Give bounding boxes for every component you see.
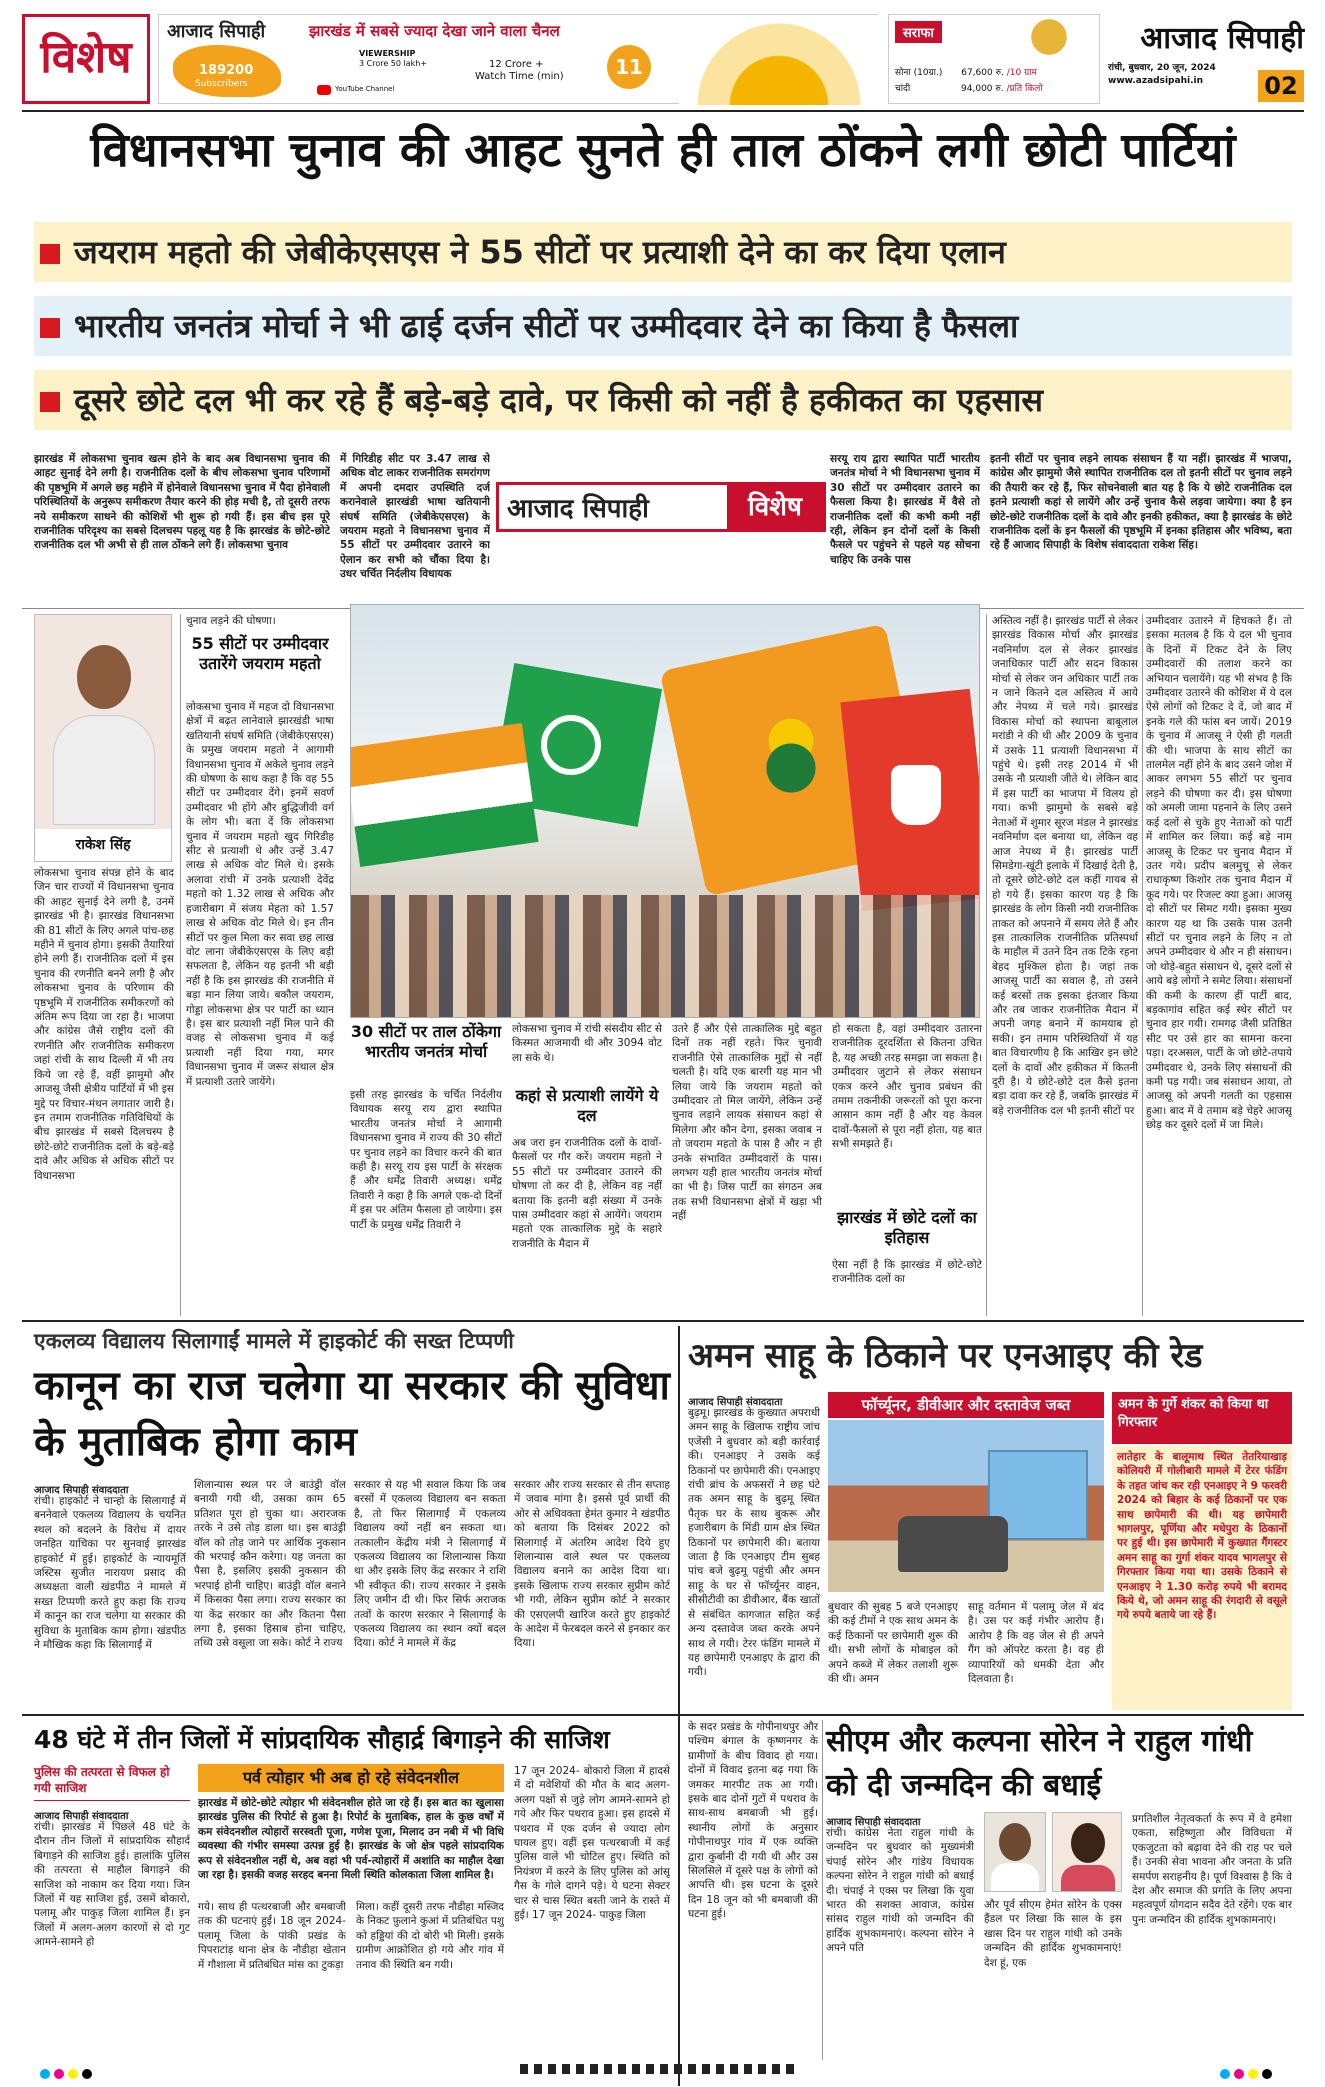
- bday-col2: और पूर्व सीएम हेमंत सोरेन के एक्स हैंडल पर लिखा कि साल के इस खास दिन पर राहुल गांधी को उनके जन्मदिन की हार्दिक शुभकामनाएं! देश हूं, एक: [984, 1899, 1122, 1969]
- suv-icon: [898, 1516, 1008, 1572]
- kalpana-photo: [1052, 1812, 1122, 1892]
- brand-section: विशेष: [727, 485, 823, 529]
- person-body-icon: [991, 1863, 1039, 1891]
- deck-3: [34, 370, 1292, 430]
- nia-col1: बुढ़मू। झारखंड के कुख्यात अपराधी अमन साहू के खिलाफ राष्ट्रीय जांच एजेंसी ने बुधवार को बड़ी कार्रवाई की। एनआइए ने उसके कई ठिकानों पर छापेमारी की। एनआइए रांची ब्रांच के अफसरों ने छह घंटे तक अमन साहू के बुढ़मू स्थित पैतृक घर के साथ बुकरू और हजारीबाग के मिंडी ग्राम क्षेत्र स्थित ठिकानों पर छापेमारी की। बताया जाता है कि एनआइए टीम सुबह पांच बजे बुढ़मू पहुंची और अमन साहू के घर से फॉर्च्यूनर वाहन, सीसीटीवी का डीवीआर, बैंक खातों से संबंधित कागजात सहित कई अन्य दस्तावेज जब्त करके अपने साथ ले गयी। टेरर फंडिंग मामले में यह छापेमारी एनआइए के द्वारा की गयी।: [688, 1407, 820, 1679]
- hc-col2: शिलान्यास स्थल पर जे बाउंड्री वॉल बनायी गयी थी, उसका काम 65 प्रतिशत पूरा हो चुका था। अरारजक तरके ने उसे तोड़ डाला था। इस बाउंड्री वॉल को तोड़ जाने पर आर्थिक नुकसान की भरपाई कौन करेगा। यह जनता का पैसा है, इसलिए इसकी नुकसान की भरपाई होनी चाहिए। बाउंड्री वॉल बनाने में किसका पैसा लगा। राज्य सरकार का या केंद्र सरकार का और कितना पैसा लगा है, इसका हिसाब होना चाहिए, तथ्यि उसे वसूला जा सके। कोर्ट ने राज्य: [194, 1479, 346, 1650]
- paper-nameplate: आजाद सिपाही: [1140, 21, 1304, 56]
- lead-col3: इसी तरह झारखंड के चर्चित निर्दलीय विधायक सरयू राय द्वारा स्थापित भारतीय जनतंत्र मोर्चा ने आगामी विधानसभा चुनाव में राज्य की 30 सीटों पर चुनाव लड़ने का विचार करने की बात कही है। सरयू राय इस पार्टी के संरक्षक हैं और धर्मेंद्र तिवारी अध्यक्ष। धर्मेंद्र तिवारी ने कहा है कि अगले एक-दो दिनों में इस पर अंतिम फैसला हो जायेगा। इस पार्टी के प्रमुख धर्मेंद्र तिवारी ने: [350, 1089, 502, 1231]
- bday-col1: रांची। कांग्रेस नेता राहुल गांधी के जन्मदिन पर बुधवार को मुख्यमंत्री चंपाई सोरेन और गांडेय विधायक कल्पना सोरेन ने राहुल गांधी को बधाई दी। चंपाई ने एक्स पर लिखा कि युवा भारत की सशक्त आवाज, कांग्रेस सांसद राहुल गांधी को जन्मदिन की हार्दिक शुभकामनाएं। कल्पना सोरेन ने अपने पति: [826, 1827, 974, 1955]
- lead-col7: अस्तित्व नहीं है। झारखंड पार्टी से लेकर झारखंड विकास मोर्चा और झारखंड नवनिर्माण दल से लेकर झारखंड जनाधिकार पार्टी और सदन विकास मोर्चा से लेकर जन अधिकार पार्टी तक न जाने कितने दल अस्तित्व में आये और नेपथ्य में चले गये। झारखंड विकास मोर्चा को स्थापना बाबूलाल मरांडी ने की थी और 2009 के चुनाव में उसके 11 प्रत्याशी विधानसभा में पहुंचे थे। इसी तरह 2014 में भी उसके नौ प्रत्याशी जीते थे। लेकिन बाद में इस पार्टी का भाजपा में विलय हो गया। कभी झामुमो के सबसे बड़े नेताओं में शुमार सूरज मंडल ने झारखंड नवनिर्माण दल बनाया था, लेकिन वह आज नेपथ्य में है। झारखंड पार्टी सिमडेगा-खूंटी इलाके में दिखाई देती है, तो दूसरे छोटे-छोटे दल कहीं गायब से हो गये हैं। इसका कारण यह है कि झारखंड के लोग किसी नयी राजनीतिक ताकत को अपनाने में समय लेते हैं और इस तात्कालिक राजनीतिक प्रतिस्पर्धा के माहौल में उतने दिन तक टिके रहना बेहद मुश्किल होता है। जहां तक आजसू पार्टी का सवाल है, तो उसने कई बरसों तक इसका इंतजार किया और तब जाकर राजनीतिक मैदान में अपनी जगह बनाने में कामयाब हो सकी। इन तमाम परिस्थितियों में यह बात विचारणीय है कि आखिर इन छोटे दलों के दावों और हकीकत में कितनी दूरी है। ये छोटे-छोटे दल कैसे इतना बड़ा दावा कर रहे हैं, जबकि झारखंड में बड़े राजनीतिक दल भी इतनी सीटों पर: [992, 615, 1138, 1117]
- lotus-icon: [741, 705, 841, 795]
- section-rule: [22, 1714, 1304, 1716]
- masthead: [22, 14, 1304, 106]
- lead-col4b: अब जरा इन राजनीतिक दलों के दावों-फैसलों पर गौर करें। जयराम महतो ने 55 सीटों पर उम्मीदवार उतारने की घोषणा तो कर दी है, लेकिन वह नहीं बताया कि इतनी बड़ी संख्या में उनके पास उम्मीदवार कहां से आयेंगे। जयराम महतो एक तात्कालिक मुद्दे के सहारे राजनीति के मैदान में: [512, 1137, 662, 1250]
- person-head-icon: [77, 645, 131, 709]
- section-title: विशेष: [40, 32, 132, 83]
- hc-byline: आजाद सिपाही संवाददाता: [34, 1485, 129, 1496]
- page-number: 02: [1258, 70, 1304, 102]
- deck-3-text: दूसरे छोटे दल भी कर रहे हैं बड़े-बड़े दावे, पर किसी को नहीं है हकीकत का एहसास: [74, 381, 1044, 419]
- website: www.azadsipahi.in: [1108, 76, 1203, 86]
- hand-icon: [891, 765, 941, 825]
- pen-nib-icon: [679, 15, 879, 105]
- masthead-rule: [22, 110, 1304, 112]
- subscriber-count: 189200: [199, 63, 254, 78]
- date-line: रांची, बुधवार, 20 जून, 2024: [1108, 63, 1216, 73]
- hc-headline: कानून का राज चलेगा या सरकार की सुविधा के मुताबिक होगा काम: [34, 1363, 670, 1465]
- lead-col4: लोकसभा चुनाव में रांची संसदीय सीट से किस्मत आजमायी थी और 3094 वोट ला सके थे।: [512, 1023, 662, 1064]
- registration-marks: [40, 2064, 130, 2078]
- nia-byline: आजाद सिपाही संवाददाता: [688, 1397, 783, 1408]
- sarafa-row-silver: [895, 81, 1095, 94]
- lead-col8: उम्मीदवार उतारने में हिचकते हैं। तो इसका मतलब है कि ये दल भी चुनाव के दिनों में टिकट देने के लिए उम्मीदवारों की तलाश करने का अभियान चलायेंगे। यह भी संभव है कि उम्मीदवार उतारने की कोशिश में ये दल ऐसे लोगों को टिकट दे दें, जो बाद में इनके गले की फांस बन जायें। 2019 के चुनाव में आजसू ने ऐसी ही गलती की थी। भाजपा के साथ सीटों का तालमेल नहीं होने के बाद उसने जोश में आकर लगभग 55 सीटों पर चुनाव लड़ने की घोषणा कर दी। इस घोषणा को अमली जामा पहनाने के लिए उसने कई दलों से चुके हुए नेताओं को पार्टी में शामिल कर लिया। कई बड़े नाम आजसू के टिकट पर चुनाव मैदान में उतर गये। प्रदीप बलमुचू से लेकर राधाकृष्ण किशोर तक चुनाव मैदान में कूद गये। पर रिजल्ट क्या हुआ। आजसू दो सीटों पर सिमट गयी। इसका मुख्य कारण यह था कि उसके पास उतनी सीटों पर चुनाव लड़ने के लिए न तो अपने उम्मीदवार थे और न ही संसाधन। जो थोड़े-बहुत संसाधन थे, दूसरे दलों से आये बड़े लोगों ने समेट लिया। संसाधनों की कमी के कारण हीं पार्टी बाद, बड़कागांव सहित कई स्थेर सीटों पर चुनाव हार गयी। रामगढ़ जैसी प्रतिष्ठित सीट पर उसे हार का सामना करना पड़ा। दरअसल, पार्टी के जो छोटे-तपाये उम्मीदवार थे, उनके लिए संसाधनों की कमी पड़ गयी। जब संसाधन आया, तो आजसू को अपनी गलती का एहसास हुआ। बाद में वे तमाम बड़े चेहरे आजसू छोड़ कर दूसरे दलों में जा मिले।: [1146, 615, 1292, 1132]
- riot-headline: 48 घंटे में तीन जिलों में सांप्रदायिक सौहार्द्र बिगाड़ने की साजिश: [34, 1725, 610, 1754]
- watch-time-value: 12 Crore +: [489, 59, 544, 70]
- sarafa-box: [888, 14, 1100, 104]
- registration-marks-right: [1220, 2064, 1310, 2078]
- rule: [180, 614, 181, 1316]
- lead-col1: लोकसभा चुनाव संपन्न होने के बाद जिन चार राज्यों में विधानसभा चुनाव की आहट सुनाई देने लगी है, उनमें झारखंड भी है। झारखंड विधानसभा की 81 सीटों के लिए अगले पांच-छह महीने में चुनाव होगा। इसकी तैयारियां होने लगी हैं। राजनीतिक दलों में इस चुनाव की रणनीति बनने लगी है और लोकसभा चुनाव के परिणाम की पृष्ठभूमि में राजनीतिक समीकरणों को अंतिम रूप दिया जा रहा है। भाजपा और कांग्रेस जैसे राष्ट्रीय दलों की रणनीति और राजनीतिक समीकरण जहां रांची के साथ दिल्ली में भी तय किये जा रहे हैं, वहीं झामुमो और आजसू जैसी क्षेत्रीय पार्टियों में भी इस मुद्दे पर विचार-मंथन लगातार जारी है। इन तमाम राजनीतिक गतिविधियों के बीच झारखंड में सबसे दिलचस्प है छोटे-छोटे राजनीतिक दलों के बड़े-बड़े दावे और अधिक से अधिक सीटों पर विधानसभा: [34, 867, 174, 1182]
- nia-photo: [828, 1420, 1104, 1592]
- gold-label: सोना (10ग्रा.): [895, 68, 943, 78]
- hc-col4: सरकार और राज्य सरकार से तीन सप्ताह में जवाब मांगा है। इससे पूर्व प्रार्थी की ओर से अधिवक्ता हेमंत कुमार ने खंडपीठ को बताया कि दिसंबर 2022 को सिलागाईं में अंतरिम आदेश दिये हुए शिलान्यास वाले स्थल पर एकलव्य विद्यालय बनाने का आदेश दिया था। इसके खिलाफ राज्य सरकार सुप्रीम कोर्ट भी गयी, लेकिन सुप्रीम कोर्ट ने सरकार की एसएलपी खारिज करते हुए हाइकोर्ट के आदेश में फेरबदल करने से इनकार कर दिया।: [514, 1479, 670, 1650]
- channel-ad: [158, 14, 878, 104]
- watch-time-label: Watch Time (min): [475, 71, 564, 82]
- lead-col5: उतरे हैं और ऐसे तात्कालिक मुद्दे बहुत दिनों तक नहीं रहते। फिर चुनावी राजनीति ऐसे तात्कालिक मुद्दों से नहीं चलती है। यदि एक बारगी यह मान भी लिया जाये कि जयराम महतो को उम्मीदवार तो मिल जायेंगे, लेकिन उन्हें चुनाव लड़ाने लायक संसाधन कहां से मिलेगा और कौन देगा, इसका जवाब न तो जयराम महतो के पास है और न ही उनके संभावित उम्मीदवारों के पास। लगभग यही हाल भारतीय जनतंत्र मोर्चा का भी है। जिस पार्टी का संगठन अब तक सभी विधानसभा क्षेत्रों में खड़ा भी नहीं: [672, 1023, 822, 1223]
- ad-tagline: झारखंड में सबसे ज्यादा देखा जाने वाला चैनल: [309, 22, 560, 40]
- sub-kahan: कहां से प्रत्याशी लायेंगे ये दल: [515, 1086, 659, 1125]
- champai-photo: [984, 1812, 1046, 1892]
- bullet-icon: [40, 392, 60, 412]
- registration-bar: [520, 2064, 800, 2074]
- nia-photo-banner: फॉर्च्यूनर, डीवीआर और दस्तावेज जब्त: [828, 1392, 1104, 1418]
- subscriber-label: Subscribers: [195, 79, 248, 89]
- person-head-icon: [1071, 1823, 1105, 1863]
- lead-col2-top: चुनाव लड़ने की घोषणा।: [186, 615, 276, 627]
- person-body-icon: [53, 715, 155, 825]
- riot-col1: रांची। झारखंड में पिछले 48 घंटे के दौरान तीन जिलों में सांप्रदायिक सौहार्द बिगाड़ने की साजिश हुई। हालांकि पुलिस की तत्परता से माहौल बिगाड़ने की साजिश को नाकाम कर दिया गया। जिन जिलों में यह साजिश हुई, उसमें बोकारो, पलामू और पाकुड़ जिला शामिल हैं। इन जिलों में अलग-अलग कारणों से दो गुट आमने-सामने हो: [34, 1821, 190, 1949]
- silver-unit: /प्रति किलो: [1006, 84, 1043, 94]
- anniversary-badge: [607, 45, 651, 89]
- bday-col3: प्रगतिशील नेतृत्वकर्ता के रूप में वे हमेशा एकता, सहिष्णुता और विविधता में एकजुटता को बढ़ावा देने की राह पर चले हैं। उनकी सेवा भावना और जनता के प्रति समर्पण सराहनीय है। पूर्ण विश्वास है कि वे देश और समाज की प्रगति के लिए अपना महत्वपूर्ण योगदान सदैव देते रहेंगे। एक बार पुनः जन्मदिन की हार्दिक शुभकामनाएं।: [1132, 1813, 1292, 1926]
- brand-box: [496, 482, 826, 532]
- badge-number: 11: [615, 55, 643, 79]
- sarafa-row-gold: [895, 65, 1095, 78]
- nia-side-body: लातेहार के बालूमाथ स्थित तेतरियाखाड़ कोलियरी में गोलीबारी मामले में टेरर फंडिंग के तहत जांच कर रही एनआइए ने 9 फरवरी 2024 को बिहार के कई ठिकानों पर एक साथ छापेमारी की थी। यह छापेमारी भागलपुर, पूर्णिया और मधेपुरा के ठिकानों पर हुई थी। इस छापेमारी में कुख्यात गैंगस्टर अमन साहू का गुर्गा शंकर यादव भागलपुर से गिरफ्तार किया गया था। उसके ठिकाने से एनआइए ने 1.30 करोड़ रुपये भी बरामद किये थे, जो अमन साहू की रंगदारी से वसूले गये रुपये बताये जा रहे हैं।: [1112, 1446, 1292, 1710]
- lead-col2: लोकसभा चुनाव में महज दो विधानसभा क्षेत्रों में बढ़त लानेवाले झारखंडी भाषा खतियानी संघर्ष समिति (जेबीकेएसएस) के प्रमुख जयराम महतो ने आगामी विधानसभा चुनाव में अकेले चुनाव लड़ने की घोषणा के साथ कहा है कि वह 55 सीटों पर उम्मीदवार देंगे। इनमें सवर्ण उम्मीदवार भी होंगे और बुद्धिजीवी वर्ग के लोग भी। बता दें कि लोकसभा चुनाव में जयराम महतो खुद गिरिडीह सीट से प्रत्याशी थे और उन्हें 3.47 लाख से अधिक वोट मिले थे। इसके अलावा रांची में उनके प्रत्याशी देवेंद्र महतो को 1.32 लाख से अधिक और हजारीबाग में संजय मेहता को 1.57 लाख से अधिक वोट मिले थे। इन तीन सीटों पर कुल मिला कर सवा छह लाख वोट लाना जेबीकेएसएस के लिए बड़ी सफलता है, लेकिन यह इतनी भी बड़ी नहीं है कि इस झारखंड की राजनीति में बड़ा मान लिया जाये। बकौल जयराम, गोड्डा लोकसभा क्षेत्र पर पार्टी का ध्यान है। इस बार प्रत्याशी नहीं मिल पाने की वजह से लोकसभा चुनाव में कई प्रत्याशी नहीं दिया गया, मगर विधानसभा चुनाव में जरूर संथाल क्षेत्र में प्रत्याशी उतारे जायेंगे।: [186, 701, 334, 1088]
- sarafa-label: सराफा: [895, 21, 942, 43]
- gold-price: 67,600 रु.: [961, 68, 1004, 78]
- brand-badge: आजाद सिपाही: [507, 494, 649, 524]
- silver-label: चांदी: [895, 84, 911, 94]
- nia-col3: साहू वर्तमान में पलामू जेल में बंद है। उस पर कई गंभीर आरोप हैं। आरोप है कि वह जेल से ही अपने गैंग को ऑपरेट करता है। वह ही व्यापारियों को धमकी देता और दिलवाता है।: [968, 1601, 1104, 1686]
- crowd-icon: [351, 895, 980, 1018]
- intro-right-a: सरयू राय द्वारा स्थापित पार्टी भारतीय जनतंत्र मोर्चा ने भी विधानसभा चुनाव में 30 सीटों पर उम्मीदवार उतारने का फैसला किया है। झारखंड में वैसे तो राजनीतिक दलों की कभी कमी नहीं रही, लेकिन इन दोनों दलों के किसी फैसले पर पहुंचने से पहले यह सोचना चाहिए कि उनके पास: [830, 453, 980, 566]
- gold-coin-icon: [1009, 19, 1089, 55]
- reporter-photo: [34, 614, 172, 862]
- rally-photo: [350, 604, 980, 1018]
- riot-side-kicker: पुलिस की तत्परता से विफल हो गयी साजिश: [34, 1764, 190, 1801]
- youtube-label: YouTube Channel: [335, 85, 395, 93]
- riot-col3: मिला। कहीं दूसरी तरफ नौडीहा मस्जिद के निकट फ़ुलाने कुआं में प्रतिबंधित पशु को हड्डियां की दो बोरी भी मिली। इसके ग्रामीण आक्रोशित हो गये और गांव में तनाव की स्थिति बन गयी।: [356, 1901, 504, 1971]
- intro-right-b: इतनी सीटों पर चुनाव लड़ने लायक संसाधन हैं या नहीं। झारखंड में भाजपा, कांग्रेस और झामुमो जैसे स्थापित राजनीतिक दल तो इतनी सीटों पर चुनाव लड़ने की तैयारी कर रहे हैं, फिर सोचनेवाली बात यह है कि ये छोटे राजनीतिक दल इतने प्रत्याशी कहां से लायेंगे और उन्हें चुनाव कैसे लड़वा जायेगा। क्या है इन छोटे-छोटे राजनीतिक दलों के दावे और इनकी हकीकत, क्या है झारखंड के छोटे राजनीतिक दलों के इन फैसलों की पृष्ठभूमि में इनका इतिहास और भविष्य, बता रहे हैं आजाद सिपाही के विशेष संवाददाता राकेश सिंह।: [990, 453, 1292, 552]
- silver-price: 94,000 रु.: [961, 84, 1004, 94]
- sub-itihas: झारखंड में छोटे दलों का इतिहास: [837, 1208, 977, 1247]
- nia-photo-caption: बुधवार की सुबह 5 बजे एनआइए की कई टीमों ने एक साथ अमन के कई ठिकानों पर छापेमारी शुरू की थी। सभी लोगों के मोबाइल को अपने कब्जे में लेकर तलाशी शुरू की थी। अमन: [828, 1601, 958, 1686]
- rule: [1142, 614, 1143, 1316]
- hc-col3: सरकार से यह भी सवाल किया कि जब बरसों में एकलव्य विद्यालय बन सकता है, तो फिर सिलागाईं में एकलव्य विद्यालय क्यों नहीं बन सकता था। तत्कालीन केंद्रीय मंत्री ने सिलागाईं में एकलव्य विद्यालय का शिलान्यास किया था और इसके लिए केंद्र सरकार ने राशि भी स्वीकृत की। राज्य सरकार ने इसके लिए जमीन दी थी। फिर सिर्फ अराजक तत्वों के कारण सरकार ने सिलागाईं के एकलव्य विद्यालय का स्थान क्यों बदल दिया। कोर्ट ने मामले में केंद्र: [354, 1479, 506, 1650]
- deck-1: [34, 222, 1292, 282]
- hc-kicker: एकलव्य विद्यालय सिलागाईं मामले में हाइकोर्ट की सख्त टिप्पणी: [34, 1329, 514, 1353]
- person-body-icon: [1061, 1865, 1115, 1891]
- viewership-value: 3 Crore 50 lakh+: [359, 59, 428, 68]
- section-rule: [22, 1320, 1304, 1322]
- bday-byline: आजाद सिपाही संवाददाता: [826, 1817, 921, 1828]
- bow-arrow-icon: [541, 715, 601, 775]
- nia-headline: अमन साहू के ठिकाने पर एनआइए की रेड: [688, 1336, 1203, 1376]
- bday-headline: सीएम और कल्पना सोरेन ने राहुल गांधी को दी जन्मदिन की बधाई: [826, 1724, 1253, 1803]
- sub-55: 55 सीटों पर उम्मीदवार उतारेंगे जयराम महतो: [191, 634, 329, 673]
- bullet-icon: [40, 244, 60, 264]
- tricolor-flag-icon: [350, 723, 538, 867]
- rule: [678, 1326, 680, 2086]
- riot-banner: पर्व त्योहार भी अब हो रहे संवेदनशील: [198, 1764, 504, 1792]
- viewership-label: VIEWERSHIP: [359, 49, 416, 58]
- intro-left: झारखंड में लोकसभा चुनाव खत्म होने के बाद अब विधानसभा चुनाव की आहट सुनाई देने लगी है। राजनीतिक दलों के बीच लोकसभा चुनाव परिणामों की पृष्ठभूमि में अगले छह महीने में होनेवाले विधानसभा चुनाव में पैदा होनेवाली परिस्थितियों के अनुरूप समीकरण तैयार करने की होड़ मची है, तो दूसरी तरफ नये समीकरण साधने की कोशिशें भी शुरू हो गयी हैं। इस बीच इस पूरे राजनीतिक परिदृश्य का सबसे दिलचस्प पहलू यह है कि झारखंड के छोटे-छोटे राजनीतिक दल भी अभी से ही ताल ठोंकने लगे हैं। लोकसभा चुनाव: [34, 453, 330, 552]
- sub-30: 30 सीटों पर ताल ठोंकेगा भारतीय जनतंत्र मोर्चा: [350, 1022, 502, 1061]
- gold-unit: /10 ग्राम: [1006, 68, 1037, 78]
- deck-2: [34, 296, 1292, 356]
- deck-2-text: भारतीय जनतंत्र मोर्चा ने भी ढाई दर्जन सीटों पर उम्मीदवार देने का किया है फैसला: [74, 307, 1019, 345]
- reporter-name: राकेश सिंह: [35, 829, 171, 861]
- riot-banner-text: झारखंड में छोटे-छोटे त्योहार भी संवेदनशील होते जा रहे हैं। इस बात का खुलासा झारखंड पुलिस की रिपोर्ट से हुआ है। रिपोर्ट के मुताबिक, हाल के कुछ वर्षों में कम संवेदनशील त्योहारों सरस्वती पूजा, गणेश पूजा, मिलाद उन नबी में भी विधि व्यवस्था की गंभीर समस्या उत्पन्न हुई है। झारखंड के जो क्षेत्र पहले सांप्रदायिक रूप से संवेदनशील नहीं थे, अब वहां भी पर्व-त्योहारों में अशांति का माहौल देखा जा रहा है। इसकी वजह सरहद बनना मिली स्थिति कोलकाता जिला शामिल है।: [198, 1797, 504, 1882]
- hc-col1: रांची। हाइकोर्ट ने चान्हो के सिलागाईं में बननेवाले एकलव्य विद्यालय के चयनित स्थल को बदलने के विरोध में दायर जनहित याचिका पर सुनवाई झारखंड हाइकोर्ट में हुई। हाइकोर्ट के न्यायमूर्ति जस्टिस सुजीत नारायण प्रसाद की अध्यक्षता वाली खंडपीठ ने मामले में सख्त टिप्पणी करते हुए कहा कि राज्य में कानून का राज चलेगा या सरकार की सुविधा के मुताबिक काम होगा। खंडपीठ ने मौखिक कहा कि सिलागाईं में: [34, 1495, 186, 1652]
- lead-col6b: ऐसा नहीं है कि झारखंड में छोटे-छोटे राजनीतिक दलों का: [832, 1259, 982, 1286]
- riot-col4: 17 जून 2024- बोकारो जिला में हादसे में दो मवेशियों की मौत के बाद अलग-अलग पक्षों से जुड़े लोग आमने-सामने हो गये और फिर पथराव हुआ। इस हादसे में पथराव में एक दर्जन से ज्यादा लोग घायल हुए। वहीं इस पत्थरबाजी में कई पुलिस वाले भी चोटिल हुए। स्थिति को नियंत्रण में करने के लिए पुलिस को आंसू गैस के गोले दागने पड़े। ये घटना सेक्टर चार से चास स्थित बस्ती जाने के रास्ते में हुई। 17 जून 2024- पाकुड़ जिला: [514, 1765, 670, 1922]
- nia-side-head: अमन के गुर्गे शंकर को किया था गिरफ्तार: [1112, 1392, 1292, 1444]
- riot-col5-visible: के सदर प्रखंड के गोपीनाथपुर और पश्चिम बंगाल के कृष्णनगर के ग्रामीणों के बीच विवाद हो गया। दोनों में विवाद इतना बढ़ गया कि जमकर मारपीट तक आ गयी। इसके बाद दोनों गुटों में पथराव के साथ-साथ बमबाजी भी हुई। स्थानीय लोगों के अनुसार गोपीनाथपुर गांव में एक व्यक्ति द्वारा कुर्बानी दी गयी थी और उस सिलसिले में दूसरे पक्ष के लोगों को आपत्ति थी। इस घटना के दूसरे दिन 18 जून को भी बमबाजी की घटना हुई।: [688, 1721, 818, 1921]
- bullet-icon: [40, 318, 60, 338]
- lead-col6: हो सकता है, वहां उम्मीदवार उतारना राजनीतिक दूरदर्शिता से कितना उचित है, यह अच्छी तरह समझा जा सकता है। उम्मीदवार जुटाने से लेकर संसाधन एकत्र करने और चुनाव प्रबंधन की तमाम तकनीकी जरूरतों को पूरा करना आसान काम नहीं है और यह केवल दावों-फैसलों से पूरा नहीं होता, यह बात सभी समझते हैं।: [832, 1023, 982, 1151]
- riot-col2: गये। साथ ही पत्थरबाजी और बमबाजी तक की घटनाएं हुईं। 18 जून 2024-पलामू जिला के पांकी प्रखंड के पिपराटांड़ थाना क्षेत्र के नौडीहा खेतान में गौशाला में प्रतिबंधित मांस का टुकड़ा: [198, 1901, 346, 1971]
- intro-mid: में गिरिडीह सीट पर 3.47 लाख से अधिक वोट लाकर राजनीतिक समरांगण में अपनी दमदार उपस्थिति दर्ज करानेवाले झारखंडी भाषा खतियानी संघर्ष समिति (जेबीकेएसएस) के जयराम महतो ने विधानसभा चुनाव में 55 सीटों पर उम्मीदवार उतारने का ऐलान कर सभी को चौंका दिया है। उधर चर्चित निर्दलीय विधायक: [340, 453, 490, 581]
- lead-headline: विधानसभा चुनाव की आहट सुनते ही ताल ठोंकने लगी छोटी पार्टियां: [90, 123, 1236, 178]
- ad-brand: आजाद सिपाही: [167, 21, 266, 42]
- youtube-icon: [317, 85, 331, 95]
- riot-byline: आजाद सिपाही संवाददाता: [34, 1811, 129, 1822]
- rule: [986, 614, 987, 1316]
- deck-1-text: जयराम महतो की जेबीकेएसएस ने 55 सीटों पर प्रत्याशी देने का कर दिया एलान: [74, 233, 1006, 271]
- section-flag: [22, 14, 150, 104]
- person-head-icon: [999, 1823, 1031, 1861]
- rule: [822, 1720, 823, 2060]
